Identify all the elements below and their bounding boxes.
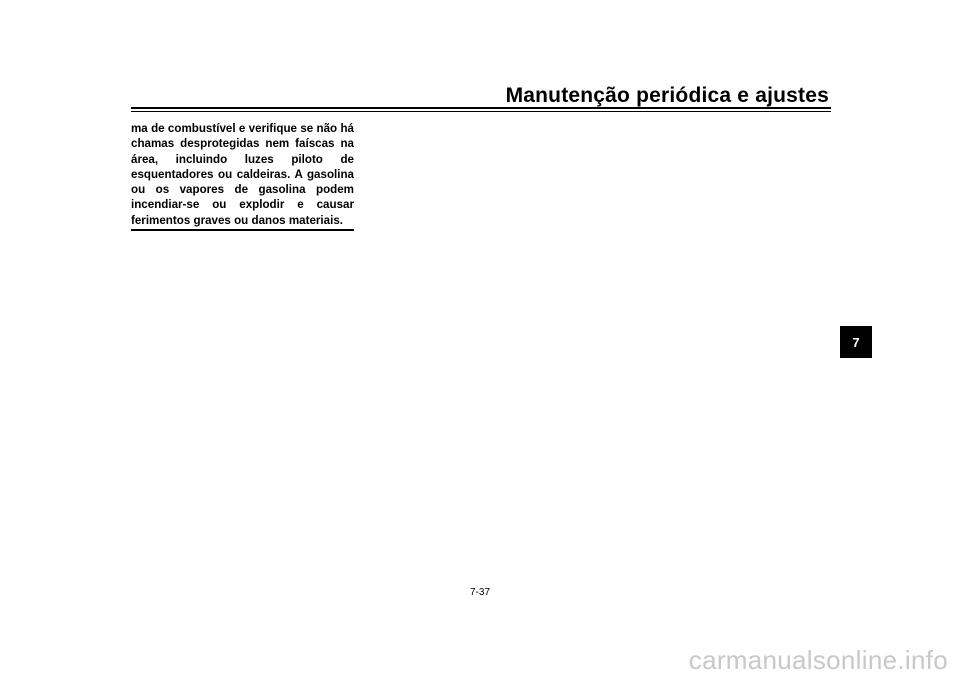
watermark: carmanualsonline.info xyxy=(688,645,948,675)
warning-paragraph: ma de combustível e verifique se não há chamas desprotegidas nem faíscas na área, incluindo luzes piloto de esquentadores ou caldeiras. A gasolina ou os vapores de gasolina podem incendiar-se ou explodir e causar ferimentos graves ou danos materiais. xyxy=(131,122,354,227)
chapter-tab xyxy=(840,326,872,358)
header-rule-thin xyxy=(131,111,831,112)
chapter-tab-number: 7 xyxy=(852,334,860,350)
warning-end-rule xyxy=(131,229,354,231)
page-number: 7-37 xyxy=(469,587,490,598)
header-rule-thick xyxy=(131,107,831,109)
page-title: Manutenção periódica e ajustes xyxy=(505,84,829,107)
